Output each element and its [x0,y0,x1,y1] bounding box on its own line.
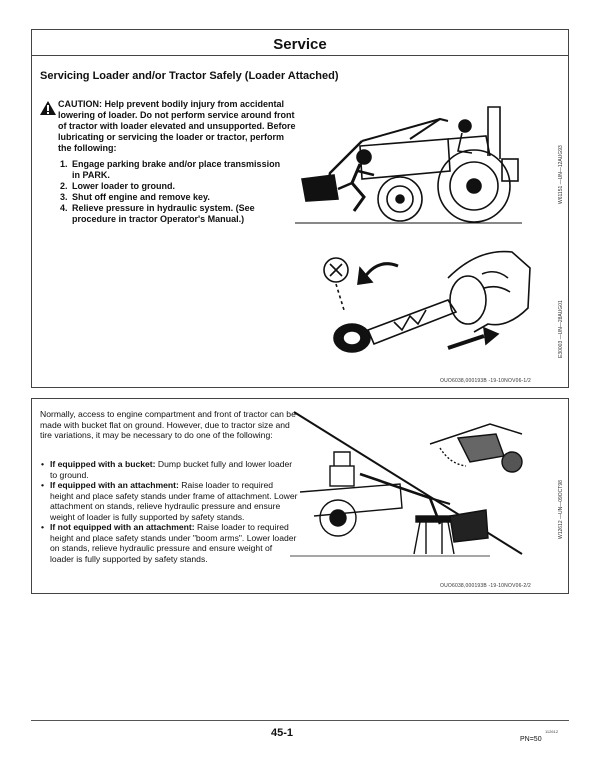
page-number: 45-1 [271,727,294,739]
intro-paragraph: Normally, access to engine compartment and front of tractor can be made with bucket flat on ground. However, due to tractor size and tire variations, it may be necessary to do one of the following: [40,409,296,440]
section-heading: Servicing Loader and/or Tractor Safely (Loader Attached) [40,70,339,82]
list-item: • If equipped with an attachment: Raise loader to required height and place safety stands under frame of attachment. Lower attachment on stands, relieve hydraulic pressure and ensure weight of loader is fully supported by safety stands. [40,480,298,522]
page-title: Service [273,35,327,53]
footer-code: 112612 [545,729,559,734]
warning-triangle-icon [40,101,56,115]
options-list [40,459,298,564]
pn-label: PN=50 [520,736,542,743]
section-header [31,29,569,56]
list-item: 3. Shut off engine and remove key. [60,192,210,202]
footer-divider [31,720,569,721]
image-code: E30003 —UN—28AUG01 [558,300,564,358]
safety-stand-illustration [290,404,530,574]
image-code: W12612 —UN—09OCT98 [558,480,564,539]
key-removal-illustration [298,238,534,362]
steps-list [60,159,290,225]
caution-block [40,99,298,154]
list-item: • If not equipped with an attachment: Raise loader to required height and place safety stands under "boom arms". Lower loader on stands, relieve hydraulic pressure and ensure weight of loader is fully supported by safety stands. [40,522,298,564]
list-item: 1. Engage parking brake and/or place transmission in PARK. [60,159,281,180]
access-section [31,398,569,594]
reference-code: OUO6038,000193B -19-10NOV06-1/2 [440,378,531,384]
list-item: 4. Relieve pressure in hydraulic system. (See procedure in tractor Operator's Manual.) [60,203,255,224]
tractor-loader-illustration [290,101,532,231]
safety-section [31,56,569,388]
list-item: 2. Lower loader to ground. [60,181,175,191]
caution-text: CAUTION: Help prevent bodily injury from accidental lowering of loader. Do not perform service around front of tractor with loader elevated and unsupported. Before lubricating or servicing the loader or tractor, perform the following: [58,99,296,153]
list-item: • If equipped with a bucket: Dump bucket fully and lower loader to ground. [40,459,298,480]
reference-code: OUO6038,000193B -19-10NOV06-2/2 [440,583,531,589]
image-code: W61151 —UN—12AUG93 [558,145,564,204]
